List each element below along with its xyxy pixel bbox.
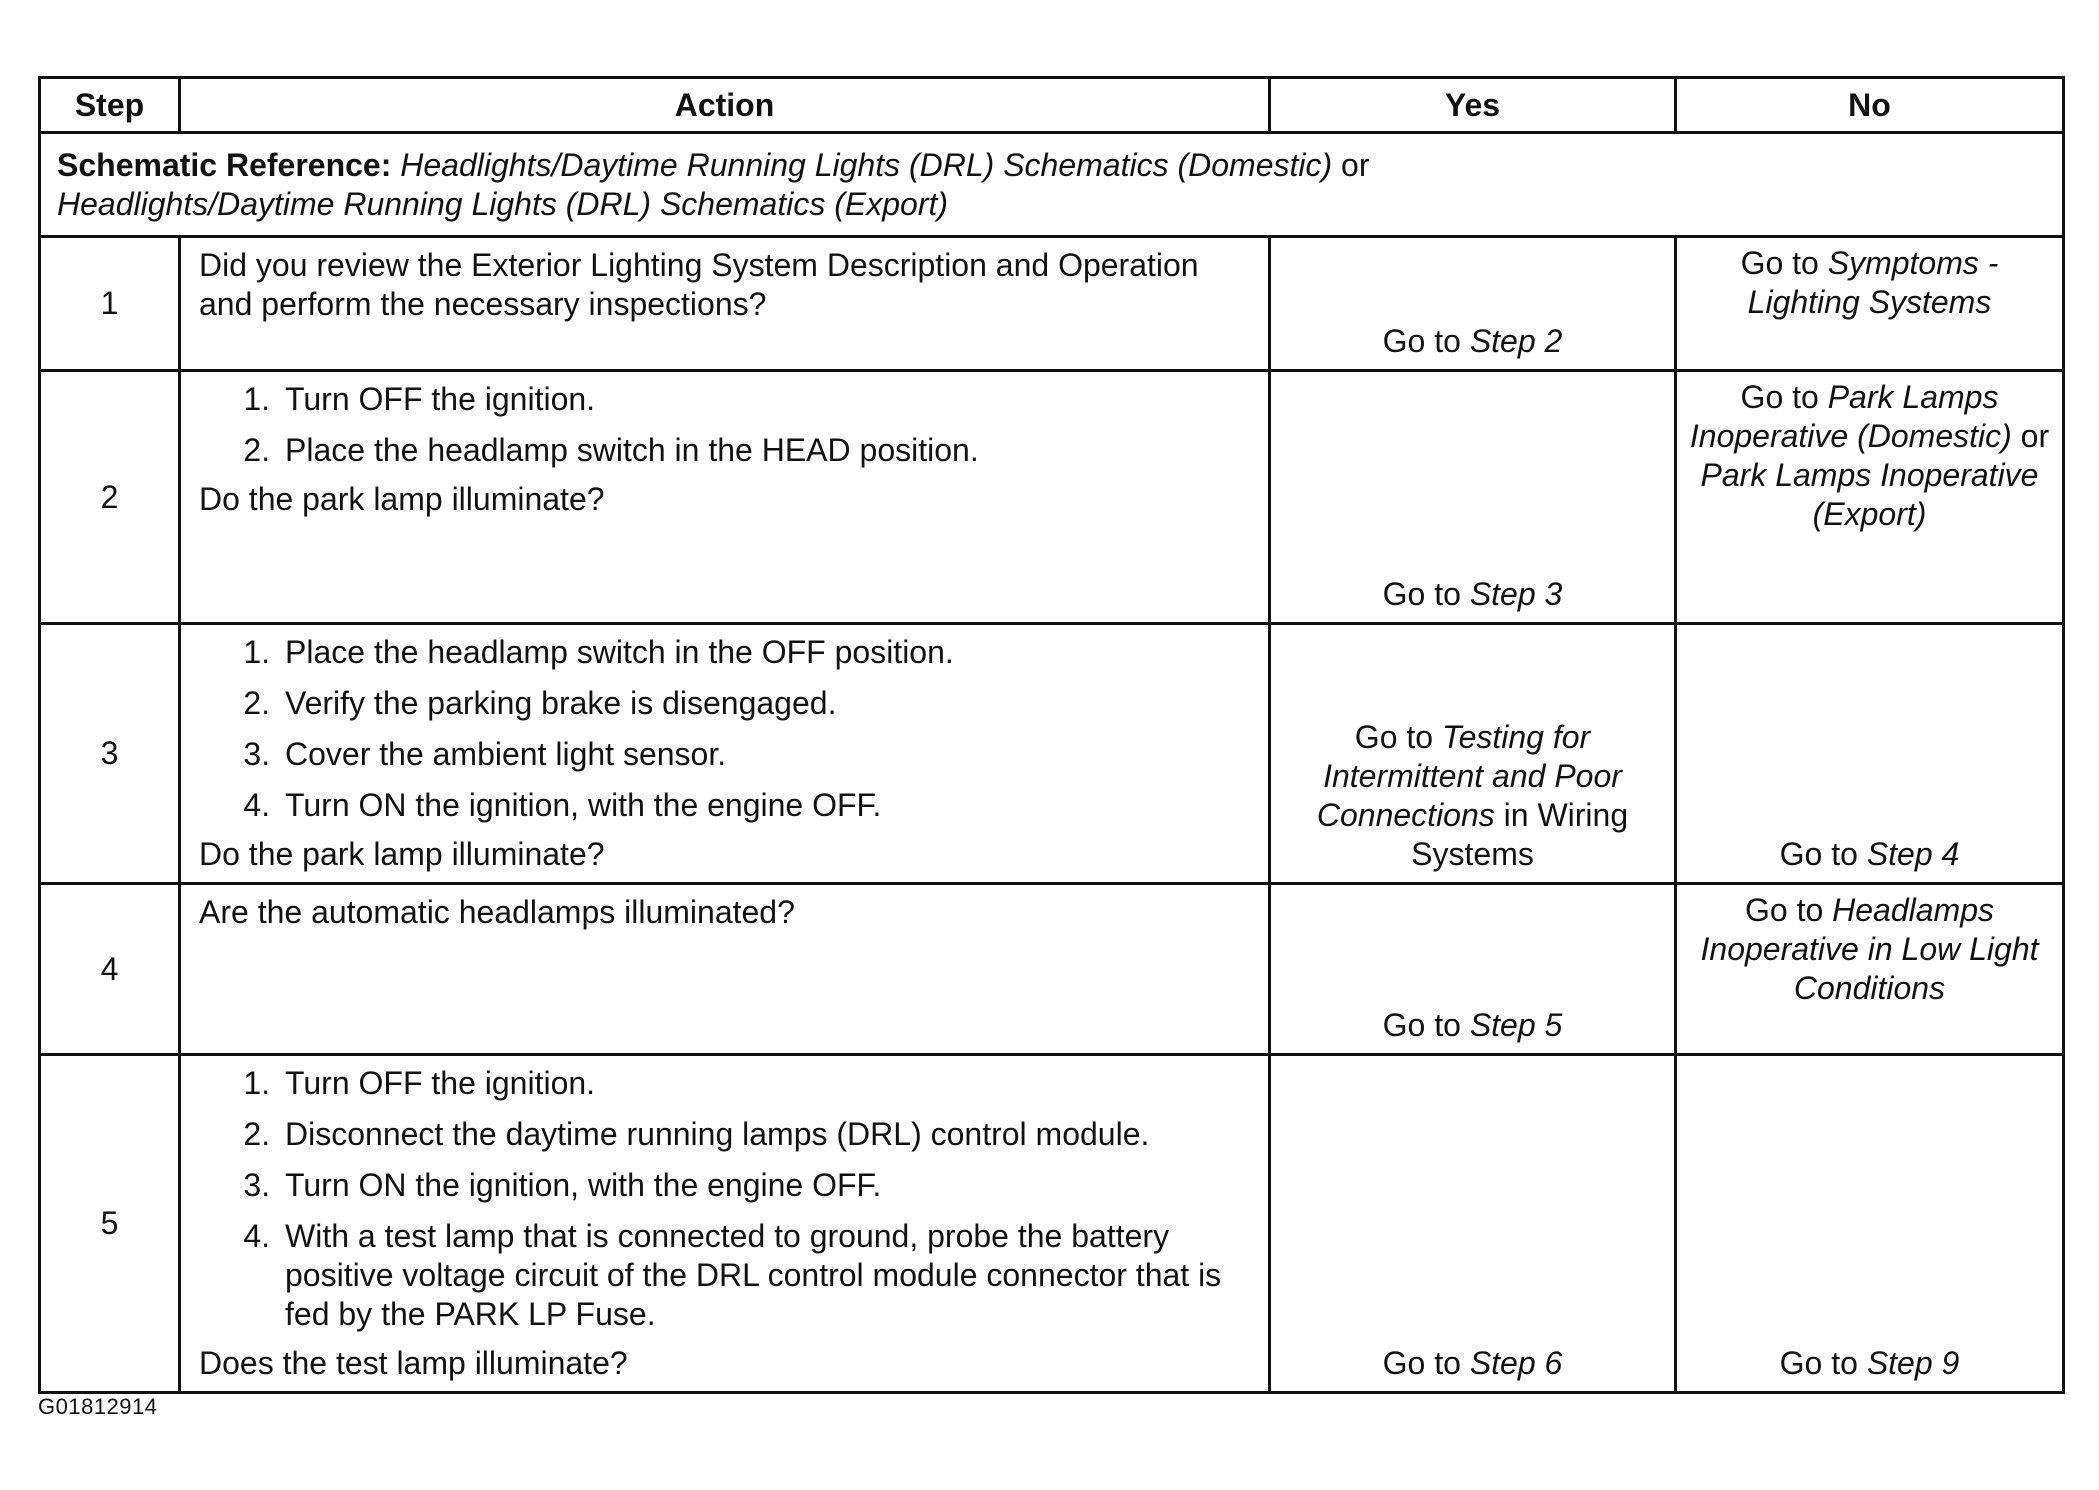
action-item: 2. Disconnect the daytime running lamps (DRL) control module. xyxy=(279,1115,1252,1154)
table-row xyxy=(40,371,2064,624)
diagnostic-table-container xyxy=(38,76,2065,1394)
action-item: 1. Turn OFF the ignition. xyxy=(279,1064,1252,1103)
action-cell xyxy=(180,884,1270,1055)
schematic-reference-cell xyxy=(40,133,2064,237)
no-link[interactable]: Symptoms - Lighting Systems xyxy=(1747,245,1999,320)
yes-cell xyxy=(1270,1055,1676,1393)
step-number: 4 xyxy=(40,884,180,1055)
no-prefix: Go to xyxy=(1740,379,1819,415)
action-list xyxy=(199,380,1252,470)
action-cell xyxy=(180,237,1270,371)
yes-link[interactable]: Step 2 xyxy=(1469,323,1563,359)
no-cell xyxy=(1676,371,2064,624)
no-link[interactable]: Step 9 xyxy=(1866,1345,1960,1381)
header-yes: Yes xyxy=(1270,78,1676,133)
step-number: 5 xyxy=(40,1055,180,1393)
action-item: 4. Turn ON the ignition, with the engine OFF. xyxy=(279,786,1252,825)
yes-cell xyxy=(1270,237,1676,371)
action-list xyxy=(199,1064,1252,1334)
action-item: 3. Turn ON the ignition, with the engine OFF. xyxy=(279,1166,1252,1205)
yes-cell xyxy=(1270,371,1676,624)
no-cell xyxy=(1676,237,2064,371)
yes-cell xyxy=(1270,884,1676,1055)
yes-link[interactable]: Step 3 xyxy=(1469,576,1563,612)
diagnostic-table xyxy=(38,76,2065,1394)
schematic-reference-joiner: or xyxy=(1341,146,1370,183)
no-cell xyxy=(1676,1055,2064,1393)
no-prefix: Go to xyxy=(1744,892,1824,928)
yes-prefix: Go to xyxy=(1382,323,1461,359)
no-prefix: Go to xyxy=(1779,836,1858,872)
action-cell xyxy=(180,624,1270,884)
schematic-reference-domestic: Headlights/Daytime Running Lights (DRL) Schematics (Domestic) xyxy=(400,146,1333,183)
no-link-secondary[interactable]: Park Lamps Inoperative (Export) xyxy=(1700,457,2039,532)
header-action: Action xyxy=(180,78,1270,133)
step-number: 1 xyxy=(40,237,180,371)
header-row xyxy=(40,78,2064,133)
yes-link[interactable]: Step 6 xyxy=(1469,1345,1563,1381)
step-question: Did you review the Exterior Lighting System Description and Operation and perform the necessary inspections? xyxy=(199,247,1199,322)
step-number: 2 xyxy=(40,371,180,624)
no-prefix: Go to xyxy=(1779,1345,1858,1381)
no-cell xyxy=(1676,884,2064,1055)
table-row xyxy=(40,624,2064,884)
no-joiner: or xyxy=(2020,418,2050,454)
table-row xyxy=(40,237,2064,371)
yes-prefix: Go to xyxy=(1354,719,1434,755)
no-prefix: Go to xyxy=(1740,245,1819,281)
yes-link[interactable]: Step 5 xyxy=(1469,1007,1563,1043)
schematic-reference-label: Schematic Reference: xyxy=(57,146,392,183)
step-number: 3 xyxy=(40,624,180,884)
yes-prefix: Go to xyxy=(1382,1345,1461,1381)
action-item: 2. Place the headlamp switch in the HEAD position. xyxy=(279,431,1252,470)
yes-suffix: in Wiring Systems xyxy=(1411,797,1629,872)
no-link[interactable]: Headlamps Inoperative in Low Light Conditions xyxy=(1700,892,2039,1006)
step-question: Do the park lamp illuminate? xyxy=(199,481,605,517)
schematic-reference-export: Headlights/Daytime Running Lights (DRL) Schematics (Export) xyxy=(57,185,949,222)
figure-code: G01812914 xyxy=(38,1394,158,1419)
action-item: 4. With a test lamp that is connected to ground, probe the battery positive voltage circuit of the DRL control module connector that is fed by the PARK LP Fuse. xyxy=(279,1217,1252,1334)
no-link[interactable]: Park Lamps Inoperative (Domestic) xyxy=(1689,379,2012,454)
action-cell xyxy=(180,371,1270,624)
action-cell xyxy=(180,1055,1270,1393)
schematic-reference-row xyxy=(40,133,2064,237)
no-link[interactable]: Step 4 xyxy=(1866,836,1960,872)
table-row xyxy=(40,1055,2064,1393)
action-item: 1. Turn OFF the ignition. xyxy=(279,380,1252,419)
yes-link[interactable]: Testing for Intermittent and Poor Connections xyxy=(1316,719,1622,833)
step-question: Are the automatic headlamps illuminated? xyxy=(199,894,795,930)
no-cell xyxy=(1676,624,2064,884)
yes-cell xyxy=(1270,624,1676,884)
yes-prefix: Go to xyxy=(1382,576,1461,612)
yes-prefix: Go to xyxy=(1382,1007,1461,1043)
header-step: Step xyxy=(40,78,180,133)
step-question: Do the park lamp illuminate? xyxy=(199,836,605,872)
action-list xyxy=(199,633,1252,825)
action-item: 2. Verify the parking brake is disengaged. xyxy=(279,684,1252,723)
action-item: 3. Cover the ambient light sensor. xyxy=(279,735,1252,774)
table-row xyxy=(40,884,2064,1055)
step-question: Does the test lamp illuminate? xyxy=(199,1345,628,1381)
action-item: 1. Place the headlamp switch in the OFF position. xyxy=(279,633,1252,672)
header-no: No xyxy=(1676,78,2064,133)
